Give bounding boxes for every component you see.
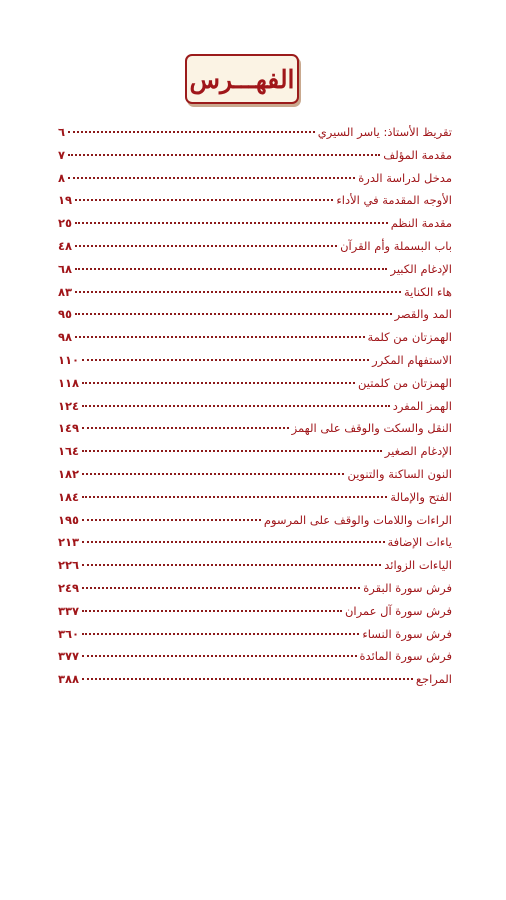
toc-entry-title: الراءات واللامات والوقف على المرسوم bbox=[263, 512, 452, 527]
toc-entry-page-number: ٣٣٧ bbox=[58, 603, 80, 618]
toc-entry-page-number: ٢٥ bbox=[58, 216, 73, 231]
toc-entry-page-number: ٨ bbox=[58, 170, 66, 185]
toc-entry[interactable] bbox=[58, 326, 452, 349]
toc-entry-page-number: ١٨٢ bbox=[58, 466, 80, 481]
dot-leader bbox=[82, 450, 382, 452]
toc-entry-title: المد والقصر bbox=[394, 307, 452, 322]
dot-leader bbox=[75, 313, 392, 315]
toc-entry-page-number: ٨٣ bbox=[58, 284, 73, 299]
toc-entry-title: ياءات الإضافة bbox=[387, 535, 452, 550]
dot-leader bbox=[75, 291, 401, 293]
toc-entry-page-number: ٦ bbox=[58, 125, 66, 139]
toc-entry[interactable] bbox=[58, 531, 452, 554]
toc-entry-title: الهمزتان من كلمتين bbox=[358, 375, 452, 390]
toc-entry-title: الهمزتان من كلمة bbox=[367, 330, 452, 345]
toc-entry[interactable] bbox=[58, 349, 452, 372]
toc-entry[interactable] bbox=[58, 144, 452, 167]
dot-leader bbox=[75, 268, 387, 270]
toc-entry-title: فرش سورة النساء bbox=[362, 626, 452, 641]
toc-entry[interactable] bbox=[58, 509, 452, 532]
toc-entry-title: الفتح والإمالة bbox=[390, 489, 452, 504]
toc-entry-page-number: ٣٦٠ bbox=[58, 626, 80, 641]
toc-entry-page-number: ٢١٣ bbox=[58, 535, 80, 550]
toc-entry-title: الإدغام الصغير bbox=[384, 444, 452, 459]
toc-entry[interactable] bbox=[58, 463, 452, 486]
index-title: الفهـــرس bbox=[189, 64, 295, 94]
toc-entry-title: الإدغام الكبير bbox=[390, 261, 452, 276]
toc-entry[interactable] bbox=[58, 554, 452, 577]
toc-entry-title: الياءات الزوائد bbox=[384, 558, 452, 573]
dot-leader bbox=[75, 222, 388, 224]
toc-entry-title: هاء الكناية bbox=[403, 284, 452, 299]
dot-leader bbox=[82, 382, 355, 384]
toc-entry[interactable] bbox=[58, 417, 452, 440]
toc-entry-page-number: ٩٨ bbox=[58, 330, 73, 345]
index-title-box bbox=[185, 54, 299, 104]
toc-entry[interactable] bbox=[58, 668, 452, 691]
dot-leader bbox=[82, 587, 360, 589]
toc-entry[interactable] bbox=[58, 395, 452, 418]
toc-entry-title: فرش سورة المائدة bbox=[359, 649, 452, 664]
toc-entry-page-number: ٦٨ bbox=[58, 261, 73, 276]
dot-leader bbox=[82, 496, 387, 498]
toc-entry[interactable] bbox=[58, 372, 452, 395]
toc-entry-title: الاستفهام المكرر bbox=[372, 352, 452, 367]
dot-leader bbox=[82, 359, 369, 361]
toc-entry[interactable] bbox=[58, 577, 452, 600]
toc-entry[interactable] bbox=[58, 600, 452, 623]
toc-entry-title: تقريظ الأستاذ: ياسر السيري bbox=[317, 125, 452, 139]
toc-entry-page-number: ٧ bbox=[58, 147, 66, 162]
toc-entry-page-number: ٣٧٧ bbox=[58, 649, 80, 664]
toc-entry-title: باب البسملة وأم القرآن bbox=[340, 238, 452, 253]
toc-entry[interactable] bbox=[58, 440, 452, 463]
toc-entry[interactable] bbox=[58, 281, 452, 304]
toc-entry-page-number: ٢٢٦ bbox=[58, 558, 80, 573]
dot-leader bbox=[82, 473, 344, 475]
dot-leader bbox=[82, 427, 289, 429]
toc-entry-page-number: ١٨٤ bbox=[58, 489, 80, 504]
toc-entry-title: مدخل لدراسة الدرة bbox=[358, 170, 452, 185]
dot-leader bbox=[75, 336, 364, 338]
dot-leader bbox=[82, 610, 342, 612]
toc-entry-page-number: ٣٨٨ bbox=[58, 672, 80, 687]
toc-entry-title: النون الساكنة والتنوين bbox=[347, 466, 452, 481]
dot-leader bbox=[75, 245, 337, 247]
toc-entry-title: فرش سورة البقرة bbox=[363, 580, 452, 595]
toc-entry[interactable] bbox=[58, 303, 452, 326]
toc-entry-page-number: ٤٨ bbox=[58, 238, 73, 253]
toc-entry[interactable] bbox=[58, 235, 452, 258]
toc-entry-page-number: ١٩ bbox=[58, 193, 73, 208]
toc-entry-page-number: ٩٥ bbox=[58, 307, 73, 322]
toc-entry[interactable] bbox=[58, 212, 452, 235]
toc-entry-title: المراجع bbox=[415, 672, 452, 687]
dot-leader bbox=[82, 564, 381, 566]
dot-leader bbox=[82, 405, 390, 407]
table-of-contents bbox=[58, 121, 452, 691]
toc-entry-page-number: ٢٤٩ bbox=[58, 580, 80, 595]
toc-entry[interactable] bbox=[58, 645, 452, 668]
toc-entry[interactable] bbox=[58, 258, 452, 281]
dot-leader bbox=[68, 131, 315, 133]
dot-leader bbox=[68, 177, 355, 179]
toc-entry-title: الأوجه المقدمة في الأداء bbox=[336, 193, 452, 208]
toc-entry-page-number: ١٢٤ bbox=[58, 398, 80, 413]
toc-entry-page-number: ١٩٥ bbox=[58, 512, 80, 527]
dot-leader bbox=[75, 199, 333, 201]
toc-entry-title: فرش سورة آل عمران bbox=[344, 603, 452, 618]
dot-leader bbox=[82, 678, 413, 680]
toc-entry[interactable] bbox=[58, 486, 452, 509]
toc-entry-page-number: ١١٠ bbox=[58, 352, 80, 367]
toc-entry-title: مقدمة النظم bbox=[390, 216, 452, 231]
dot-leader bbox=[82, 541, 384, 543]
toc-entry-page-number: ١٦٤ bbox=[58, 444, 80, 459]
dot-leader bbox=[68, 154, 380, 156]
toc-entry[interactable] bbox=[58, 167, 452, 190]
dot-leader bbox=[82, 633, 359, 635]
toc-entry[interactable] bbox=[58, 189, 452, 212]
toc-entry-page-number: ١١٨ bbox=[58, 375, 80, 390]
toc-entry[interactable] bbox=[58, 121, 452, 144]
dot-leader bbox=[82, 655, 356, 657]
toc-entry[interactable] bbox=[58, 623, 452, 646]
toc-entry-title: الهمز المفرد bbox=[392, 398, 452, 413]
toc-entry-title: النقل والسكت والوقف على الهمز bbox=[291, 421, 452, 436]
dot-leader bbox=[82, 519, 261, 521]
toc-entry-page-number: ١٤٩ bbox=[58, 421, 80, 436]
toc-entry-title: مقدمة المؤلف bbox=[383, 147, 452, 162]
